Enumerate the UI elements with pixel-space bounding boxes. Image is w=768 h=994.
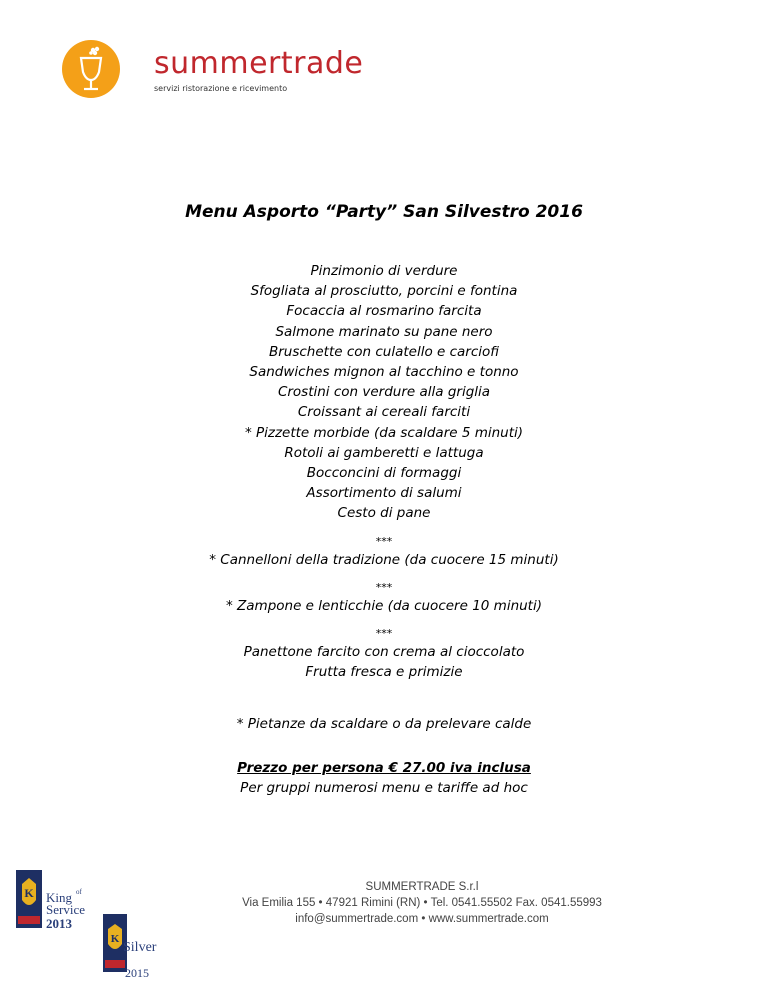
menu-item-secondo: * Zampone e lenticchie (da cuocere 10 minuti) bbox=[225, 597, 542, 614]
menu-item: Sfogliata al prosciutto, porcini e fontina bbox=[250, 283, 518, 300]
menu-item: Rotoli ai gamberetti e lattuga bbox=[284, 444, 484, 461]
menu-item: Pinzimonio di verdure bbox=[310, 263, 458, 279]
silver-badge bbox=[95, 910, 175, 990]
menu-item: Salmone marinato su pane nero bbox=[275, 323, 493, 340]
menu-item: Croissant ai cereali farciti bbox=[297, 404, 471, 421]
section-separator: *** bbox=[375, 580, 393, 594]
menu-item: Assortimento di salumi bbox=[306, 485, 462, 502]
svg-text:K: K bbox=[24, 886, 34, 900]
menu-item-dolce: Panettone farcito con crema al cioccolato bbox=[243, 644, 525, 661]
footer-contacts: info@summertrade.com • www.summertrade.com bbox=[295, 913, 549, 925]
badge-year-2013: 2013 bbox=[46, 916, 72, 931]
svg-text:K: K bbox=[110, 933, 120, 945]
brand-name: summertrade bbox=[154, 46, 364, 81]
badge-king-label: King bbox=[46, 890, 72, 905]
menu-item-dolce: Frutta fresca e primizie bbox=[305, 664, 463, 681]
badge-silver-label: Silver bbox=[123, 940, 157, 955]
heating-note: * Pietanze da scaldare o da prelevare calde bbox=[236, 716, 532, 732]
brand-tagline: servizi ristorazione e ricevimento bbox=[154, 84, 288, 93]
badge-of-label: of bbox=[76, 888, 82, 896]
king-of-service-badge bbox=[8, 864, 88, 934]
menu-item: Sandwiches mignon al tacchino e tonno bbox=[249, 364, 519, 381]
menu-list bbox=[0, 261, 768, 682]
menu-item: Cesto di pane bbox=[337, 505, 431, 522]
section-separator: *** bbox=[375, 534, 393, 548]
group-pricing-note: Per gruppi numerosi menu e tariffe ad hoc bbox=[240, 780, 528, 796]
company-logo bbox=[62, 40, 382, 100]
menu-item: Crostini con verdure alla griglia bbox=[277, 384, 491, 401]
menu-item: * Pizzette morbide (da scaldare 5 minuti) bbox=[244, 424, 524, 441]
wine-glass-icon bbox=[62, 40, 120, 98]
menu-item: Focaccia al rosmarino farcita bbox=[286, 303, 482, 320]
menu-title: Menu Asporto “Party” San Silvestro 2016 bbox=[185, 202, 583, 222]
price-per-person: Prezzo per persona € 27.00 iva inclusa bbox=[237, 760, 531, 776]
badge-service-label: Service bbox=[46, 902, 85, 917]
badge-year-2015: 2015 bbox=[125, 966, 149, 980]
menu-item: Bocconcini di formaggi bbox=[306, 465, 462, 482]
menu-item: Bruschette con culatello e carciofi bbox=[268, 343, 500, 360]
section-separator: *** bbox=[375, 627, 393, 641]
footer-company: SUMMERTRADE S.r.l bbox=[365, 881, 479, 893]
menu-item-primo: * Cannelloni della tradizione (da cuocere 15 minuti) bbox=[209, 551, 559, 568]
footer-address: Via Emilia 155 • 47921 Rimini (RN) • Tel. 0541.55502 Fax. 0541.55993 bbox=[242, 897, 602, 909]
